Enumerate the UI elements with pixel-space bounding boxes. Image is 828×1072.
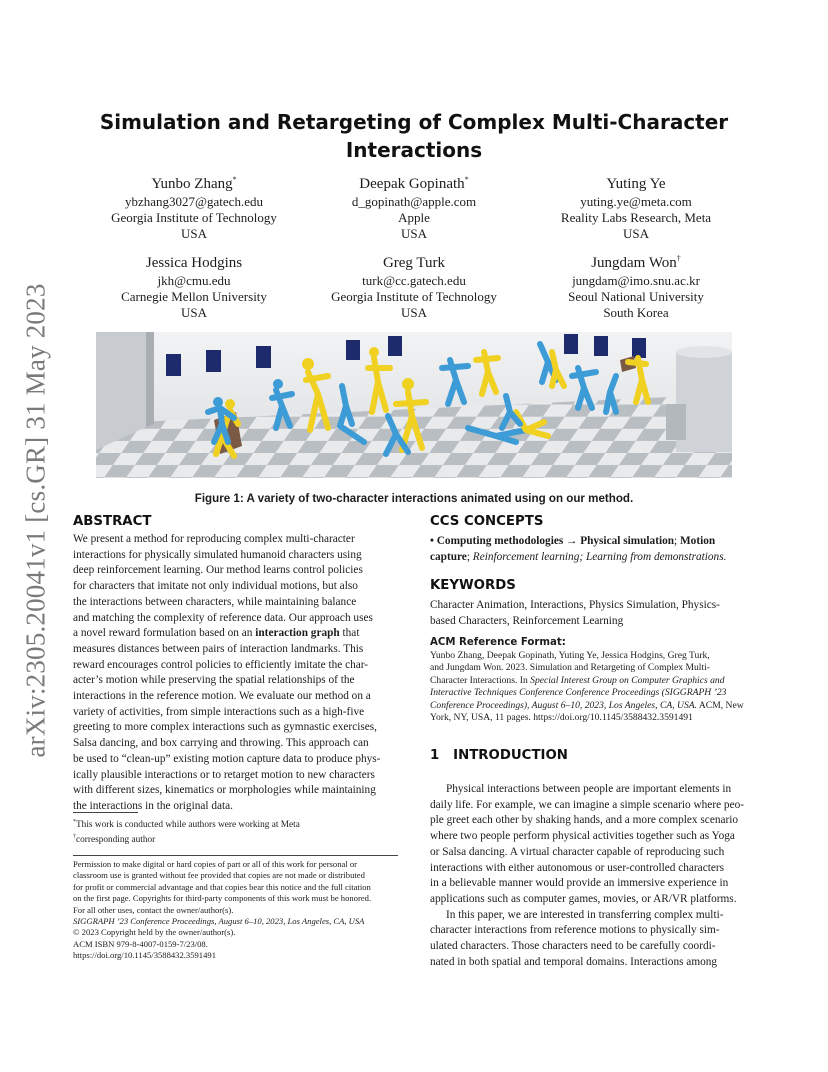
acm-reference-heading: ACM Reference Format: [430,637,566,648]
author-email[interactable]: yuting.ye@meta.com [580,194,692,209]
acm-reference-line: York, NY, USA, 11 pages. https://doi.org/10.1145/3588432.3591491 [430,712,693,724]
keywords-line: based Characters, Reinforcement Learning [430,614,624,627]
introduction-line: ulated characters. Those characters need to be carefully coordi- [430,940,716,953]
introduction-line: ple greet each other by shaking hands, and a more complex scenario [430,814,739,827]
window-shape [594,336,608,356]
author-affiliation: Georgia Institute of Technology [111,210,277,225]
introduction-heading [430,747,568,765]
author-name: Yuting Ye [606,176,666,192]
author-mark: † [676,254,681,263]
author-block [294,170,534,242]
ccs-concept-primary: • Computing methodologies → Physical simulation [430,535,675,547]
abstract-line: reward encourages control policies to efficiently imitate the char- [73,658,369,671]
character-figure [369,347,379,357]
character-figure [213,397,223,407]
abstract-line: Salsa dancing, and box carrying and throwing. This approach can [73,737,369,750]
acm-reference-line: Character Interactions. In [430,674,531,686]
window-shape [256,346,271,368]
permission-line: on the first page. Copyrights for third-party components of this work must be honored. [73,893,372,904]
author-name: Yunbo Zhang [151,176,233,192]
arxiv-identifier-text: arXiv:2305.20041v1 [cs.GR] 31 May 2023 [20,282,51,758]
copyright-notice: © 2023 Copyright held by the owner/author(s). [73,927,236,938]
abstract-line: acter’s motion while preserving the spatial relationships of the [73,674,355,687]
acm-reference-venue: Interactive Techniques Conference Conference Proceedings (SIGGRAPH ’23 [430,687,727,699]
abstract-line: measures distances between pairs of interaction landmarks. This [73,642,364,655]
acm-reference-line: ACM, New [697,699,744,711]
abstract-emphasis: interaction graph [255,627,340,640]
abstract-line: and matching the complexity of reference data. Our approach uses [73,611,373,624]
isbn: ACM ISBN 979-8-4007-0159-7/23/08. [73,938,208,949]
author-affiliation: Carnegie Mellon University [121,289,267,304]
arxiv-identifier-stamp [16,270,56,770]
ccs-separator: ; [674,535,681,547]
author-name: Greg Turk [382,255,446,271]
introduction-line: In this paper, we are interested in transferring complex multi- [446,908,724,921]
figure-caption: Figure 1: A variety of two-character interactions animated using on our method. [194,492,634,505]
abstract-line: interactions for physically simulated humanoid characters using [73,548,362,561]
abstract-line: We present a method for reproducing complex multi-character [73,533,355,545]
ccs-concept-secondary-cont: capture [430,550,467,563]
abstract-heading: ABSTRACT [73,514,152,529]
keywords-list [430,598,756,629]
acm-reference-venue: Special Interest Group on Computer Graphics and [530,674,725,686]
abstract-line: the interactions in the original data. [73,799,233,812]
abstract-line: interactions in the reference motion. We evaluate our method on a [73,690,371,703]
author-mark: * [464,175,469,184]
author-name: Jessica Hodgins [145,255,243,271]
author-country: USA [180,305,207,320]
introduction-line: where two people perform physical activities together such as Yoga [430,830,735,843]
abstract-line: greeting to more complex interactions such as gymnastic exercises, [73,721,377,734]
abstract-line: with different sizes, kinematics or morphologies while maintaining [73,784,376,797]
footnote-mark: † [73,834,76,840]
permission-block [73,859,403,962]
window-shape [346,340,360,360]
keywords-heading: KEYWORDS [430,578,516,593]
teaser-figure [96,332,732,478]
introduction-line: applications such as computer games, movies, or AR/VR platforms. [430,892,737,905]
teaser-render [96,332,732,478]
window-shape [564,334,578,354]
author-country: USA [400,226,427,241]
ccs-concept-secondary: Motion [680,535,716,547]
footnote-equal-contribution: This work is conducted while authors were working at Meta [76,820,300,831]
window-shape [388,336,402,356]
author-block [294,249,534,321]
introduction-line: interactions with either autonomous or user-controlled characters [430,861,725,874]
author-block [516,170,756,242]
keywords-line: Character Animation, Interactions, Physics Simulation, Physics- [430,599,720,611]
author-block [74,170,314,242]
abstract-line: that [339,627,360,640]
author-name: Jungdam Won [591,255,677,271]
character-figure [402,378,414,390]
permission-line: for profit or commercial advantage and that copies bear this notice and the full citation [73,881,371,892]
abstract-line: for characters that imitate not only individual motions, but also [73,580,358,593]
permission-line: Permission to make digital or hard copies of part or all of this work for personal or [73,859,358,869]
acm-reference-line: and Jungdam Won. 2023. Simulation and Retargeting of Complex Multi- [430,662,710,674]
author-country: South Korea [603,305,669,320]
introduction-line: Physical interactions between people are important elements in [446,783,732,795]
abstract-paragraph [73,532,398,815]
ccs-separator: ; [466,550,473,563]
introduction-line: daily life. For example, we can imagine a simple scenario where peo- [430,798,744,811]
abstract-line: deep reinforcement learning. Our method learns control policies [73,564,363,577]
author-country: USA [400,305,427,320]
acm-reference [430,650,760,724]
introduction-line: character interactions from reference motions to physically sim- [430,924,720,937]
author-email[interactable]: d_gopinath@apple.com [351,194,477,209]
ccs-heading: CCS CONCEPTS [430,514,544,529]
character-figure [302,358,314,370]
ccs-concept-tertiary: Reinforcement learning; Learning from demonstrations. [472,550,727,563]
window-shape [166,354,181,376]
author-email[interactable]: jkh@cmu.edu [157,273,231,288]
character-figure [273,379,283,389]
permission-rule [73,855,398,856]
acm-reference-line: Yunbo Zhang, Deepak Gopinath, Yuting Ye, Jessica Hodgins, Greg Turk, [430,650,710,661]
acm-reference-venue: Conference Proceedings), August 6–10, 2023, Los Angeles, CA, USA. [430,699,697,711]
doi-link[interactable]: https://doi.org/10.1145/3588432.3591491 [73,950,216,961]
abstract-line: variety of activities, from simple interactions such as a high-five [73,705,365,718]
author-affiliation: Georgia Institute of Technology [331,289,497,304]
author-affiliation: Reality Labs Research, Meta [560,210,712,225]
abstract-line: the interactions between characters, while maintaining balance [73,595,357,608]
author-email[interactable]: jungdam@imo.snu.ac.kr [572,273,700,288]
permission-line: For all other uses, contact the owner/author(s). [73,904,234,915]
section-title: INTRODUCTION [453,748,568,763]
author-country: USA [180,226,207,241]
author-name: Deepak Gopinath [359,176,465,192]
footnote-mark: * [73,819,76,825]
author-affiliation: Seoul National University [568,289,704,304]
ccs-concepts [430,534,756,565]
author-block [74,249,314,321]
introduction-line: in a believable manner would provide an immersive experience in [430,877,729,890]
window-shape [632,338,646,358]
introduction-line: nated in both spatial and temporal domains. Interactions among [430,955,718,968]
permission-line: classroom use is granted without fee provided that copies are not made or distributed [73,870,365,881]
abstract-line: ically plausible interactions or to retarget motion to new characters [73,768,375,781]
author-mark: * [232,175,237,184]
author-affiliation: Apple [398,210,430,225]
introduction-line: or Salsa dancing. A virtual character capable of reproducing such [430,845,725,858]
author-block [516,249,756,321]
abstract-line: be used to “clean-up” existing motion capture data to produce phys- [73,752,381,765]
footnote-corresponding: corresponding author [76,835,156,846]
conference-venue: SIGGRAPH ’23 Conference Proceedings, August 6–10, 2023, Los Angeles, CA, USA [73,916,365,927]
author-email[interactable]: turk@cc.gatech.edu [362,273,466,288]
paper-title: Simulation and Retargeting of Complex Multi-Character Interactions [99,110,729,162]
footnote-rule [73,812,138,813]
author-country: USA [622,226,649,241]
section-number: 1 [430,748,440,763]
abstract-line: a novel reward formulation based on an [73,627,253,640]
footnotes [73,817,398,847]
character-figure [225,399,235,409]
window-shape [206,350,221,372]
author-email[interactable]: ybzhang3027@gatech.edu [125,194,263,209]
introduction-paragraph [430,782,756,970]
